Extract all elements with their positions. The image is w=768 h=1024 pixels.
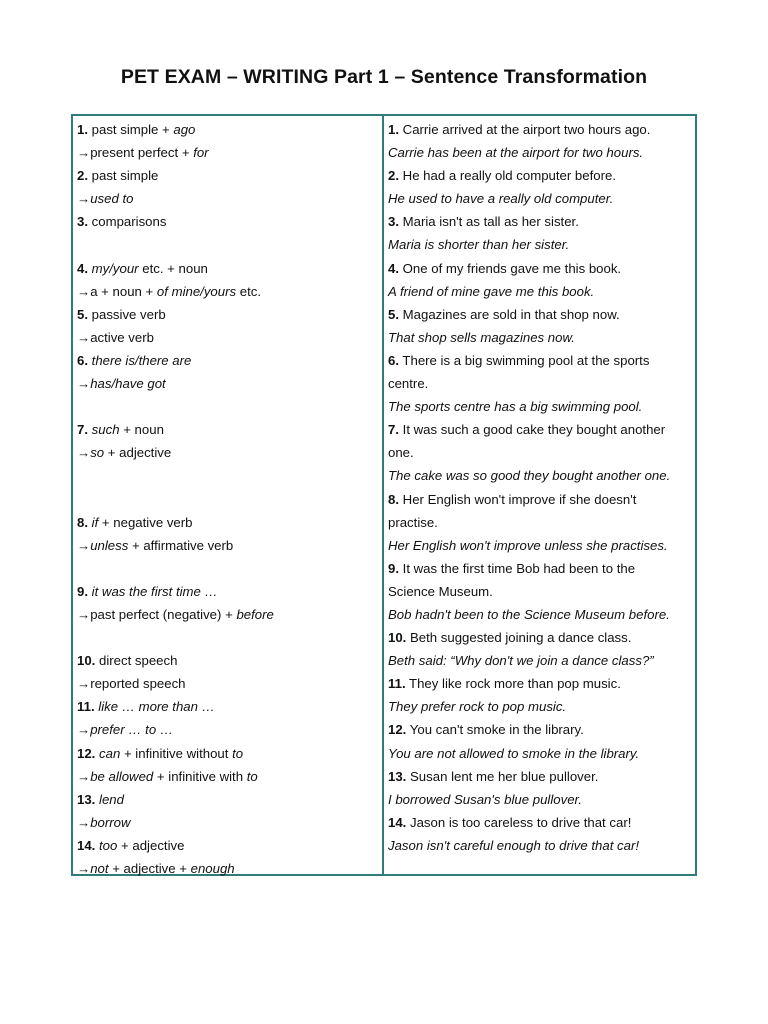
structure-line — [77, 718, 382, 741]
item-number: 13. — [388, 768, 407, 784]
line-text: of mine/yours — [156, 283, 237, 299]
line-text: The sports centre has a big swimming pool. — [388, 399, 643, 415]
item-number: 2. — [77, 168, 88, 184]
line-text: one. — [388, 445, 414, 461]
example-line — [388, 395, 695, 418]
line-text: it was the first time … — [91, 583, 218, 599]
item-number: 11. — [77, 699, 95, 715]
line-text: direct speech — [95, 653, 178, 669]
example-line — [388, 765, 695, 788]
examples-column — [384, 116, 695, 874]
line-text: It was such a good cake they bought another — [399, 422, 666, 438]
line-text: → — [77, 445, 91, 461]
item-number: 11. — [388, 676, 406, 692]
example-line — [388, 788, 695, 811]
line-text: borrow — [90, 814, 131, 830]
line-text: + infinitive with — [153, 768, 247, 784]
example-line — [388, 488, 695, 511]
line-text: →present perfect + — [77, 145, 194, 161]
structure-line — [77, 349, 382, 372]
item-number: 4. — [388, 260, 399, 276]
structures-column — [73, 116, 384, 874]
line-text: to — [246, 768, 258, 784]
item-number: 5. — [77, 306, 88, 322]
line-text: ago — [173, 122, 196, 137]
line-text: Beth suggested joining a dance class. — [406, 630, 632, 646]
item-number: 6. — [77, 352, 88, 368]
line-text: + adjective — [117, 837, 185, 853]
line-text: A friend of mine gave me this book. — [388, 283, 595, 299]
structure-line — [77, 580, 382, 603]
blank-line — [77, 233, 382, 256]
example-line — [388, 141, 695, 164]
line-text: can — [99, 745, 121, 761]
line-text: + adjective + — [108, 861, 191, 876]
item-number: 10. — [388, 630, 407, 646]
structure-line — [77, 788, 382, 811]
structure-line — [77, 649, 382, 672]
line-text: centre. — [388, 376, 429, 392]
item-number: 13. — [77, 791, 96, 807]
line-text: prefer … to … — [90, 722, 174, 738]
line-text: not — [90, 861, 109, 876]
line-text: etc. — [236, 283, 262, 299]
line-text: enough — [190, 861, 235, 876]
line-text: Her English won't improve unless she practises. — [388, 537, 668, 553]
example-line — [388, 418, 695, 441]
line-text: + adjective — [104, 445, 172, 461]
line-text: + negative verb — [98, 514, 193, 530]
blank-line — [77, 488, 382, 511]
line-text: + infinitive without — [120, 745, 233, 761]
example-line — [388, 534, 695, 557]
item-number: 2. — [388, 168, 399, 184]
line-text: etc. + noun — [138, 260, 208, 276]
line-text: be allowed — [90, 768, 154, 784]
example-line — [388, 580, 695, 603]
example-line — [388, 349, 695, 372]
line-text: too — [99, 837, 118, 853]
item-number: 5. — [388, 306, 399, 322]
line-text: if — [91, 514, 99, 530]
line-text: There is a big swimming pool at the sports — [399, 352, 650, 368]
line-text: They like rock more than pop music. — [405, 676, 621, 692]
line-text: Susan lent me her blue pullover. — [406, 768, 599, 784]
example-line — [388, 187, 695, 210]
line-text: I borrowed Susan's blue pullover. — [388, 791, 583, 807]
item-number: 12. — [77, 745, 96, 761]
line-text: has/have got — [90, 376, 166, 392]
line-text: → — [77, 722, 91, 738]
line-text: + noun — [119, 422, 164, 438]
example-line — [388, 742, 695, 765]
example-line — [388, 718, 695, 741]
example-line — [388, 210, 695, 233]
line-text: Jason is too careless to drive that car! — [406, 814, 632, 830]
line-text: Maria is shorter than her sister. — [388, 237, 570, 253]
example-line — [388, 557, 695, 580]
structure-line — [77, 372, 382, 395]
line-text: my/your — [91, 260, 139, 276]
blank-line — [77, 395, 382, 418]
example-line — [388, 511, 695, 534]
example-line — [388, 464, 695, 487]
blank-line — [77, 626, 382, 649]
line-text: + affirmative verb — [128, 537, 234, 553]
line-text: so — [90, 445, 105, 461]
line-text: past simple — [88, 168, 159, 184]
item-number: 14. — [77, 837, 96, 853]
example-line — [388, 672, 695, 695]
line-text: Beth said: “Why don't we join a dance class?” — [388, 653, 654, 669]
line-text: Maria isn't as tall as her sister. — [399, 214, 579, 230]
example-line — [388, 649, 695, 672]
structure-line — [77, 326, 382, 349]
line-text: unless — [90, 537, 129, 553]
structure-line — [77, 511, 382, 534]
line-text: like … more than … — [98, 699, 215, 715]
line-text: → — [77, 191, 91, 207]
structure-line — [77, 187, 382, 210]
line-text: for — [193, 145, 209, 161]
structure-line — [77, 672, 382, 695]
line-text: to — [232, 745, 244, 761]
line-text: lend — [99, 791, 124, 807]
item-number: 8. — [77, 514, 88, 530]
line-text: before — [236, 606, 274, 622]
line-text: You can't smoke in the library. — [406, 722, 584, 738]
line-text: You are not allowed to smoke in the library. — [388, 745, 640, 761]
line-text: Carrie has been at the airport for two hours. — [388, 145, 644, 161]
example-line — [388, 603, 695, 626]
example-line — [388, 441, 695, 464]
structure-line — [77, 418, 382, 441]
item-number: 3. — [388, 214, 399, 230]
line-text: Her English won't improve if she doesn't — [399, 491, 637, 507]
line-text: → — [77, 768, 91, 784]
line-text: It was the first time Bob had been to the — [399, 560, 636, 576]
structure-line — [77, 164, 382, 187]
structure-line — [77, 534, 382, 557]
item-number: 14. — [388, 814, 407, 830]
line-text: → — [77, 376, 91, 392]
structure-line — [77, 857, 382, 880]
item-number: 6. — [388, 352, 399, 368]
example-line — [388, 626, 695, 649]
line-text: →active verb — [77, 329, 154, 345]
structure-line — [77, 118, 382, 141]
example-line — [388, 257, 695, 280]
line-text: such — [91, 422, 120, 438]
item-number: 4. — [77, 260, 88, 276]
example-line — [388, 303, 695, 326]
line-text: The cake was so good they bought another one. — [388, 468, 671, 484]
structure-line — [77, 303, 382, 326]
example-line — [388, 811, 695, 834]
line-text: Jason isn't careful enough to drive that car! — [388, 837, 640, 853]
line-text: there is/there are — [91, 352, 192, 368]
structure-line — [77, 280, 382, 303]
line-text: That shop sells magazines now. — [388, 329, 575, 345]
blank-line — [77, 464, 382, 487]
line-text: passive verb — [88, 306, 166, 322]
blank-line — [77, 557, 382, 580]
line-text: → — [77, 537, 91, 553]
line-text: He used to have a really old computer. — [388, 191, 614, 207]
item-number: 1. — [77, 122, 88, 137]
item-number: 9. — [77, 583, 88, 599]
item-number: 10. — [77, 653, 96, 669]
line-text: Bob hadn't been to the Science Museum before. — [388, 606, 670, 622]
example-line — [388, 280, 695, 303]
structure-line — [77, 834, 382, 857]
structure-line — [77, 811, 382, 834]
example-line — [388, 326, 695, 349]
structure-line — [77, 695, 382, 718]
example-line — [388, 372, 695, 395]
example-line — [388, 834, 695, 857]
structure-line — [77, 603, 382, 626]
line-text: Science Museum. — [388, 583, 493, 599]
line-text: → — [77, 814, 91, 830]
line-text: →reported speech — [77, 676, 186, 692]
line-text: They prefer rock to pop music. — [388, 699, 567, 715]
line-text: → — [77, 861, 91, 876]
line-text: →a + noun + — [77, 283, 157, 299]
line-text: used to — [90, 191, 134, 207]
structure-line — [77, 765, 382, 788]
example-line — [388, 233, 695, 256]
line-text: past simple + — [88, 122, 174, 137]
item-number: 3. — [77, 214, 88, 230]
line-text: Magazines are sold in that shop now. — [399, 306, 620, 322]
structure-line — [77, 441, 382, 464]
structure-line — [77, 742, 382, 765]
example-line — [388, 164, 695, 187]
item-number: 1. — [388, 122, 399, 137]
line-text: →past perfect (negative) + — [77, 606, 237, 622]
item-number: 12. — [388, 722, 407, 738]
example-line — [388, 695, 695, 718]
page-title: PET EXAM – WRITING Part 1 – Sentence Transformation — [120, 66, 648, 88]
item-number: 7. — [388, 422, 399, 438]
line-text: comparisons — [88, 214, 167, 230]
item-number: 9. — [388, 560, 399, 576]
line-text: One of my friends gave me this book. — [399, 260, 622, 276]
structure-line — [77, 210, 382, 233]
transformation-table — [71, 114, 697, 876]
example-line — [388, 118, 695, 141]
item-number: 8. — [388, 491, 399, 507]
line-text: practise. — [388, 514, 438, 530]
line-text: He had a really old computer before. — [399, 168, 616, 184]
structure-line — [77, 257, 382, 280]
structure-line — [77, 141, 382, 164]
item-number: 7. — [77, 422, 88, 438]
line-text: Carrie arrived at the airport two hours ago. — [399, 122, 651, 137]
